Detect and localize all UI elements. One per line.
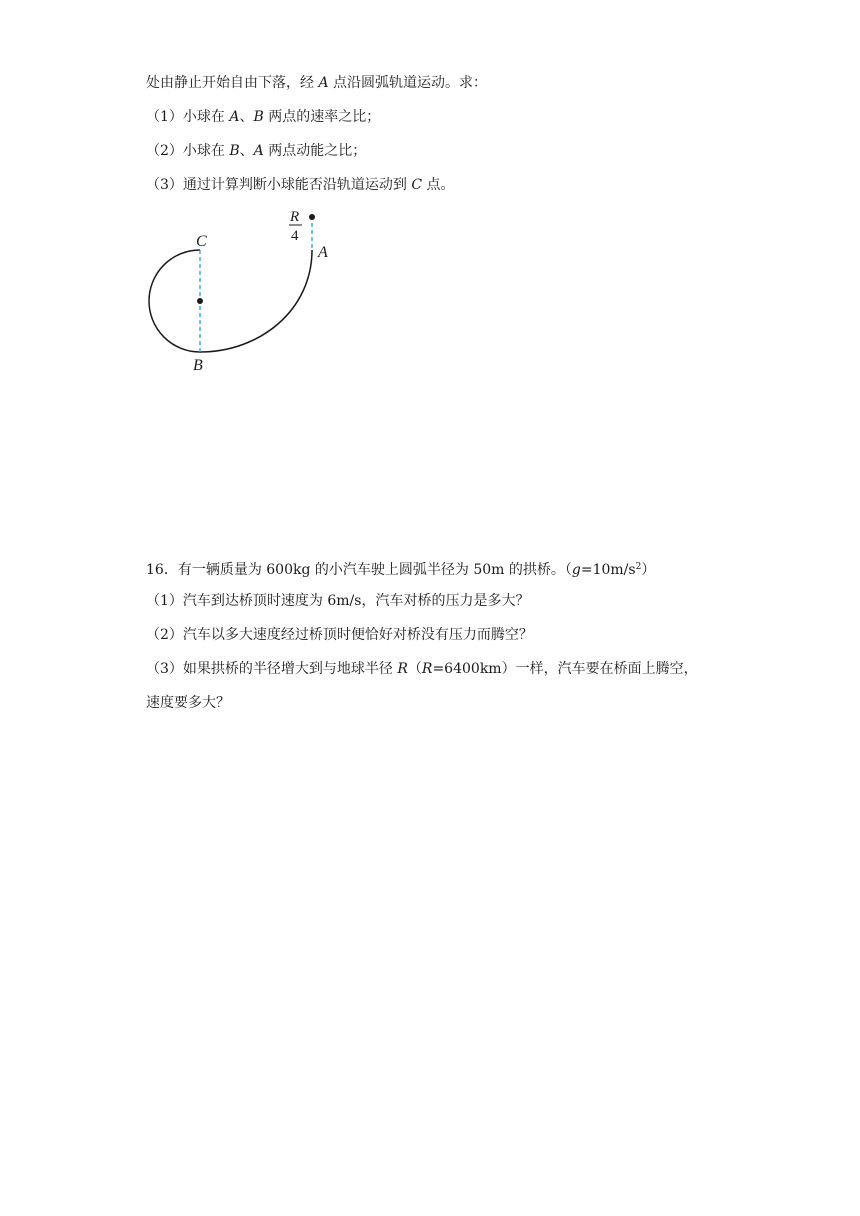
p16-stem-text: 16．有一辆质量为 600kg 的小汽车驶上圆弧半径为 50m 的拱桥。（ — [146, 562, 572, 578]
track-diagram — [140, 200, 340, 380]
fraction-denominator: 4 — [291, 228, 299, 244]
p16-stem-g: g — [571, 562, 581, 578]
label-b: B — [193, 357, 203, 374]
p16-stem-eq: =10m/s — [580, 562, 636, 578]
p16-stem — [146, 557, 655, 580]
p16-question-1: （1）汽车到达桥顶时速度为 6m/s，汽车对桥的压力是多大？ — [146, 593, 530, 609]
p15-q1-sep: 、 — [239, 109, 254, 125]
p15-q2-suffix: 两点动能之比； — [263, 143, 367, 159]
p15-intro-prefix: 处由静止开始自由下落，经 — [146, 75, 319, 91]
p15-question-3 — [146, 175, 455, 195]
p16-stem-sup: 2 — [635, 562, 642, 572]
p16-question-3-continued: 速度要多大？ — [146, 695, 230, 711]
p16-q3-r1: R — [397, 661, 408, 677]
ball-start-dot — [309, 214, 315, 220]
p16-q3-mid: （ — [407, 661, 422, 677]
p16-stem-close: ） — [641, 562, 656, 578]
p15-q3-prefix: （3）通过计算判断小球能否沿轨道运动到 — [146, 177, 412, 193]
p16-q3-prefix: （3）如果拱桥的半径增大到与地球半径 — [146, 661, 398, 677]
p15-question-2 — [146, 141, 366, 161]
p15-question-1 — [146, 107, 380, 127]
p15-intro — [146, 73, 487, 93]
p15-q3-point: C — [411, 177, 423, 193]
p15-q1-point-1: A — [229, 109, 240, 125]
p15-q1-prefix: （1）小球在 — [146, 109, 230, 125]
p15-q1-suffix: 两点的速率之比； — [263, 109, 381, 125]
p16-question-2: （2）汽车以多大速度经过桥顶时便恰好对桥没有压力而腾空？ — [146, 627, 533, 643]
p15-q2-sep: 、 — [239, 143, 254, 159]
p16-question-3 — [146, 659, 698, 679]
loop-arc — [149, 250, 200, 352]
p15-q2-point-2: A — [253, 143, 264, 159]
label-a: A — [318, 244, 328, 261]
p15-intro-suffix: 点沿圆弧轨道运动。求： — [328, 75, 488, 91]
loop-center-dot — [197, 298, 203, 304]
p15-q1-point-2: B — [253, 109, 264, 125]
p15-q2-prefix: （2）小球在 — [146, 143, 230, 159]
p16-q3-eq: =6400km）一样，汽车要在桥面上腾空， — [432, 661, 698, 677]
label-c: C — [196, 233, 207, 250]
fraction-numerator: R — [290, 209, 300, 225]
p15-intro-point: A — [318, 75, 329, 91]
p16-q3-r2: R — [421, 661, 433, 677]
p15-q2-point-1: B — [229, 143, 240, 159]
large-arc — [200, 250, 312, 352]
p15-q3-suffix: 点。 — [422, 177, 455, 193]
